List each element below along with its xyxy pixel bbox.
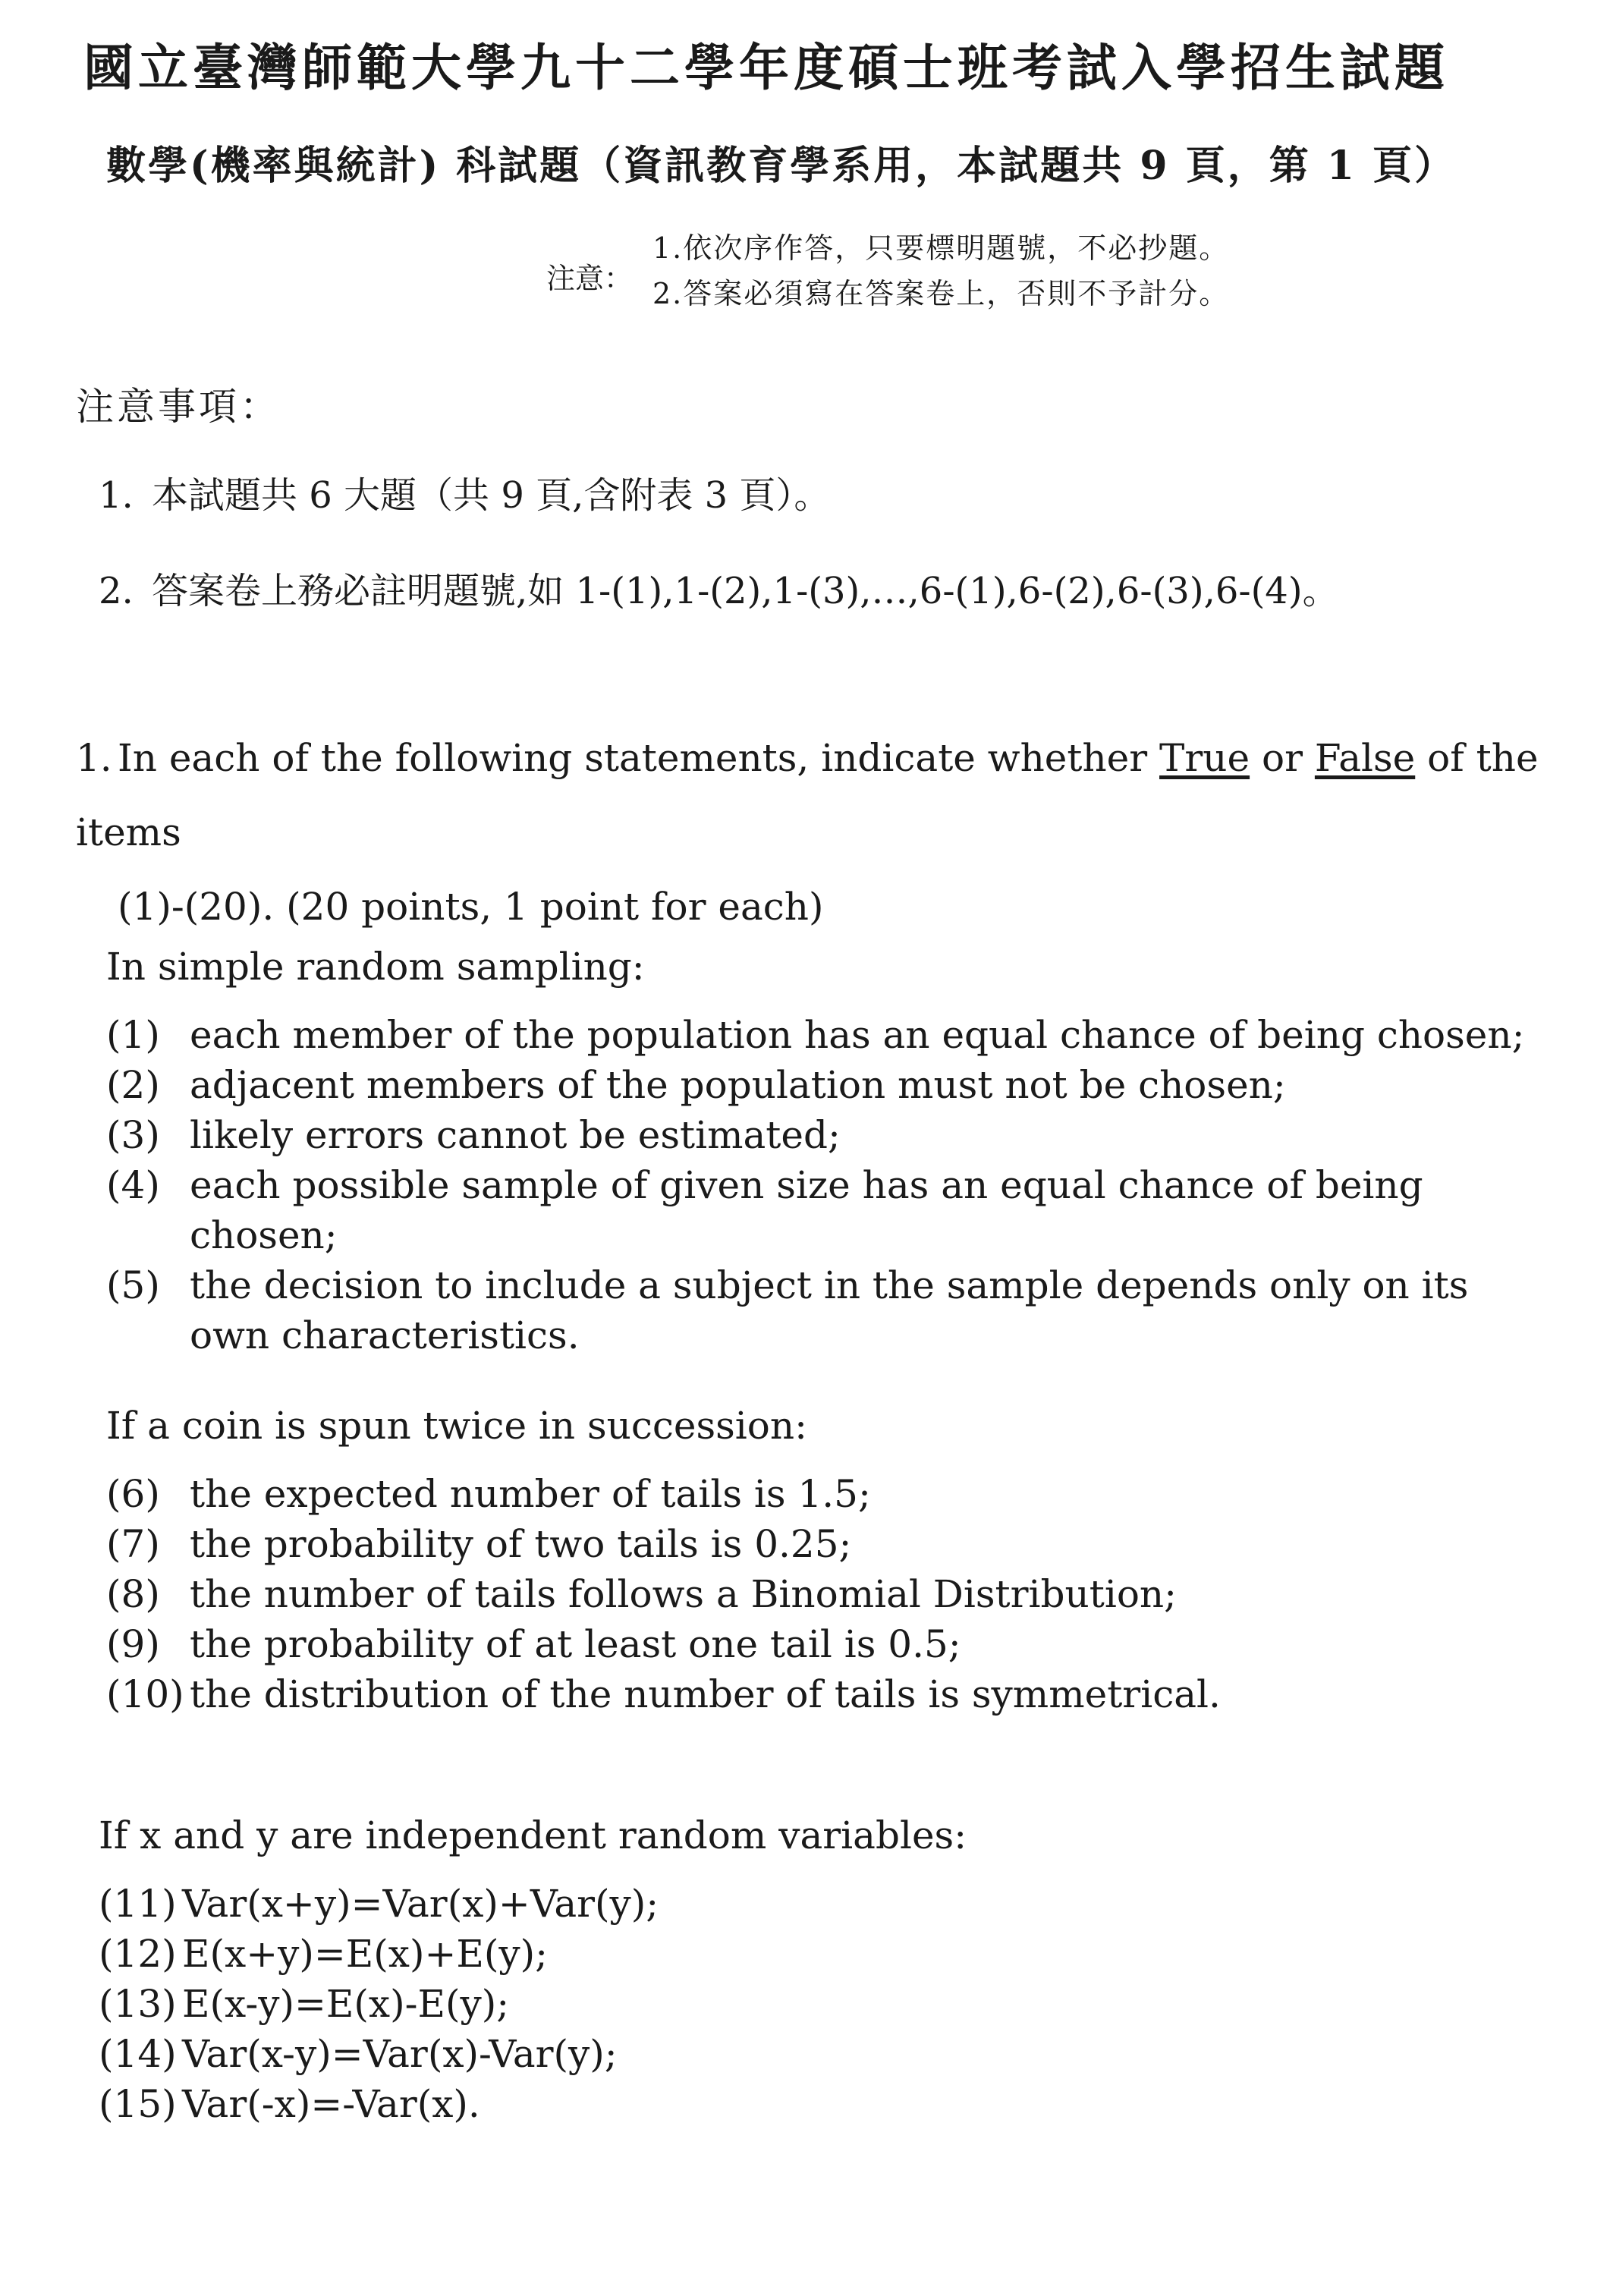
notice-label: 注意： (546, 262, 634, 295)
item-text: the expected number of tails is 1.5; (190, 1472, 871, 1516)
list-item (106, 1160, 1548, 1260)
item-text: Var(-x)=-Var(x). (182, 2082, 480, 2126)
list-item (106, 1569, 1548, 1619)
item-text: Var(x-y)=Var(x)-Var(y); (182, 2032, 618, 2076)
instruction-rule-1 (99, 466, 830, 518)
item-number: (6) (106, 1472, 160, 1516)
item-text: the decision to include a subject in the sample depends only on its own characteristics. (190, 1263, 1469, 1357)
item-number: (10) (106, 1672, 184, 1716)
item-number: (1) (106, 1013, 160, 1057)
item-number: (3) (106, 1113, 160, 1157)
section-simple-random-sampling (106, 945, 1548, 1360)
question-1-line-2: (1)-(20). (20 points, 1 point for each) (118, 885, 824, 929)
rule-text: 本試題共 6 大題（共 9 頁,含附表 3 頁）。 (152, 474, 831, 517)
intro-text-or: or (1250, 736, 1315, 780)
true-word: True (1159, 736, 1250, 780)
item-text: each member of the population has an equal chance of being chosen; (190, 1013, 1525, 1057)
item-text: the probability of at least one tail is 0.5; (190, 1622, 961, 1666)
instruction-rule-2 (99, 561, 1339, 614)
list-item (99, 1979, 1540, 2029)
instructions-heading: 注意事項： (76, 385, 281, 429)
question-1-line-1 (76, 721, 1578, 870)
item-number: (13) (99, 1982, 177, 2026)
item-text: likely errors cannot be estimated; (190, 1113, 841, 1157)
item-text: the distribution of the number of tails is symmetrical. (190, 1672, 1221, 1716)
item-number: (15) (99, 2082, 177, 2126)
item-number: (11) (99, 1882, 177, 1926)
item-text: Var(x+y)=Var(x)+Var(y); (182, 1882, 659, 1926)
list-item (99, 1929, 1540, 1979)
list-item (106, 1469, 1548, 1519)
item-number: (4) (106, 1163, 160, 1207)
item-number: (8) (106, 1572, 160, 1616)
item-text: E(x-y)=E(x)-E(y); (182, 1982, 510, 2026)
section-heading: If a coin is spun twice in succession: (106, 1404, 807, 1448)
list-item (106, 1619, 1548, 1669)
item-number: (2) (106, 1063, 160, 1107)
item-number: (7) (106, 1522, 160, 1566)
item-text: adjacent members of the population must not be chosen; (190, 1063, 1286, 1107)
list-item (99, 1879, 1540, 1929)
item-number: (14) (99, 2032, 177, 2076)
list-item (106, 1060, 1548, 1110)
item-number: (5) (106, 1263, 160, 1307)
question-number: 1. (76, 736, 112, 780)
section-heading: If x and y are independent random variables: (99, 1813, 967, 1857)
section-heading: In simple random sampling: (106, 945, 645, 989)
list-item (106, 1110, 1548, 1160)
notice-line-2: 2.答案必須寫在答案卷上，否則不予計分。 (652, 277, 1230, 310)
list-item (106, 1669, 1548, 1719)
item-text: the number of tails follows a Binomial Distribution; (190, 1572, 1177, 1616)
section-coin-spun-twice (106, 1404, 1548, 1719)
intro-text-before: In each of the following statements, indicate whether (118, 736, 1160, 780)
false-word: False (1314, 736, 1416, 780)
intro-text-after: of the items (76, 736, 1539, 854)
rule-text: 答案卷上務必註明題號,如 1-(1),1-(2),1-(3),…,6-(1),6-(2),6-(3),6-(4)。 (152, 570, 1339, 612)
section-independent-random-variables (99, 1813, 1540, 2129)
item-number: (12) (99, 1932, 177, 1976)
list-item (99, 2079, 1540, 2129)
item-text: E(x+y)=E(x)+E(y); (182, 1932, 548, 1976)
exam-subtitle: 數學(機率與統計) 科試題（資訊教育學系用，本試題共 9 頁，第 1 頁） (106, 143, 1457, 189)
notice-line-1: 1.依次序作答，只要標明題號，不必抄題。 (652, 231, 1230, 265)
list-item (99, 2029, 1540, 2079)
rule-number: 2. (99, 570, 134, 612)
list-item (106, 1260, 1548, 1360)
question-1-intro (76, 721, 1578, 944)
list-item (106, 1519, 1548, 1569)
rule-number: 1. (99, 474, 134, 517)
item-text: the probability of two tails is 0.25; (190, 1522, 852, 1566)
exam-title: 國立臺灣師範大學九十二學年度碩士班考試入學招生試題 (83, 38, 1449, 97)
item-text: each possible sample of given size has an equal chance of being chosen; (190, 1163, 1423, 1257)
list-item (106, 1010, 1548, 1060)
item-number: (9) (106, 1622, 160, 1666)
